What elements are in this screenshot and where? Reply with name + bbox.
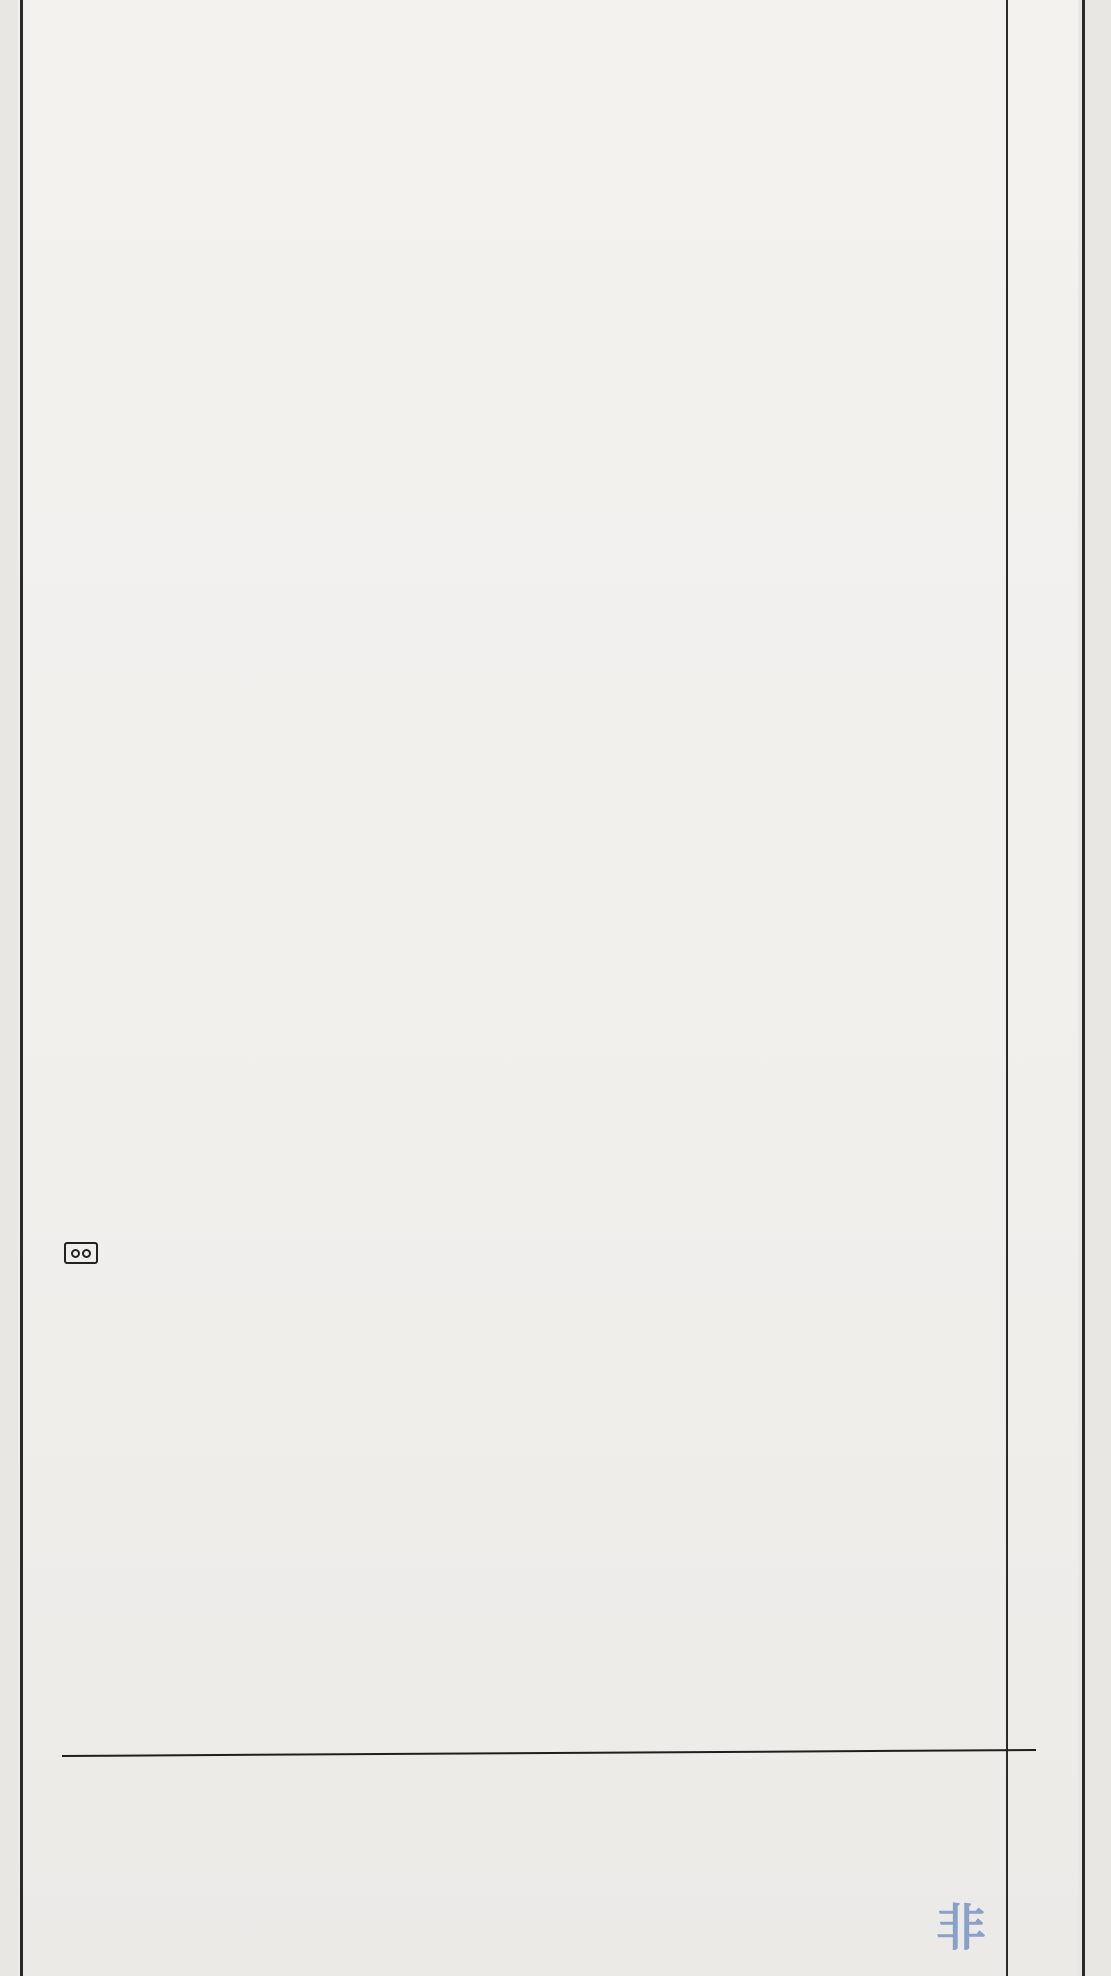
cassette-icon (64, 1242, 98, 1264)
adjacent-page-text (1037, 0, 1083, 1976)
catalog-line (64, 1234, 1044, 1271)
watermark-logo-icon: 非 (936, 1899, 986, 1957)
sleeve-page (18, 0, 1078, 1976)
watermark (936, 1888, 1096, 1957)
column-divider-line (1006, 0, 1008, 1976)
credits-block (64, 1234, 1044, 1271)
left-border-line (20, 0, 23, 1976)
